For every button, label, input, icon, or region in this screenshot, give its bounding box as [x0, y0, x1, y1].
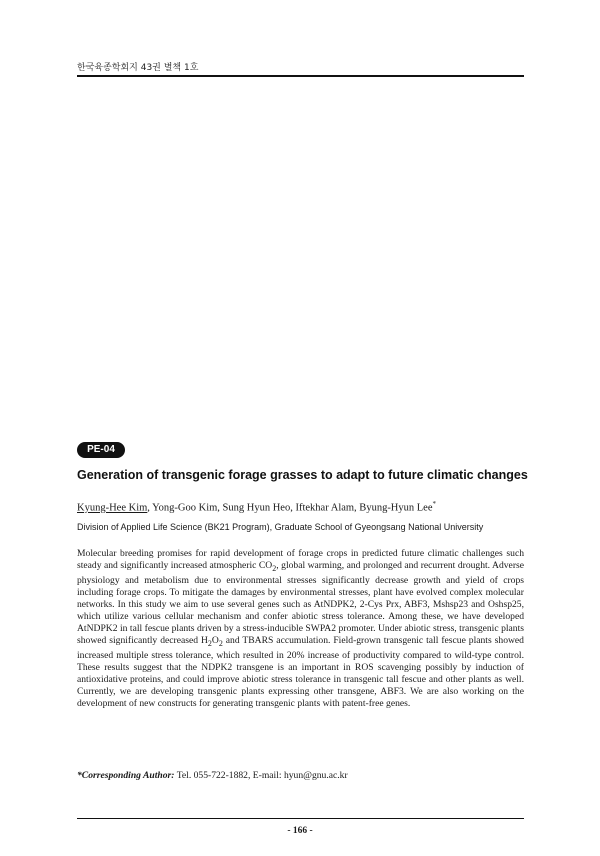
o2-subscript: 2: [218, 638, 223, 648]
abstract-part-2b: O: [211, 634, 219, 646]
page-number: - 166 -: [287, 826, 313, 836]
abstract-part-3: and TBARS accumulation. Field-grown transgenic tall fescue plants showed increased multiple stress tolerance, which resulted in 20% increase of productivity compared to wild-type control. These results suggest that the NDPK2 transgene is an important in ROS scavenging possibly by induction of antioxidative proteins, and could improve abiotic stress tolerance in transgenic tall fescue and other plants as well. Currently, we are developing transgenic plants expressing other transgene, ABF3. We are also working on the development of new constructs for generating transgenic plants with patent-free genes.: [77, 634, 524, 709]
author-list: [77, 500, 537, 514]
corresponding-contact: Tel. 055-722-1882, E-mail: hyun@gnu.ac.kr: [174, 770, 348, 781]
corresponding-label: *Corresponding Author:: [77, 770, 175, 781]
affiliation: Division of Applied Life Science (BK21 Program), Graduate School of Gyeongsang National University: [77, 522, 484, 532]
first-author: Kyung-Hee Kim: [77, 502, 148, 514]
abstract-part-1: Molecular breeding promises for rapid development of forage crops in predicted future climatic challenges such steady and significantly increased atmospheric CO: [77, 548, 524, 571]
co2-subscript: 2: [272, 563, 277, 573]
abstract-text: [77, 548, 524, 710]
h2-subscript: 2: [207, 638, 212, 648]
corresponding-mark: *: [432, 500, 437, 508]
abstract-part-2: , global warming, and prolonged and recurrent drought. Adverse physiology and metabolism due to environmental stresses significantly decrease growth and yield of crops including forage crops. To mitigate the damages by environmental stresses, plant have evolved complex molecular networks. In this study we aim to use several genes such as AtNDPK2, 2-Cys Prx, ABF3, Mshsp23 and Oshsp25, which utilize various cellular mechanism and confer abiotic stress tolerance. Among these, we have developed AtNDPK2 in tall fescue plants driven by a stress-inducible SWPA2 promoter. Under abiotic stress, transgenic plants showed significantly decreased H: [77, 560, 525, 646]
journal-header: 한국육종학회지 43권 별책 1호: [77, 63, 199, 73]
paper-title: Generation of transgenic forage grasses to adapt to future climatic changes: [77, 468, 528, 482]
session-badge: PE-04: [77, 442, 125, 458]
header-rule: [77, 75, 524, 77]
corresponding-author: [77, 770, 524, 781]
footer-rule: [77, 818, 524, 819]
other-authors: , Yong-Goo Kim, Sung Hyun Heo, Iftekhar Alam, Byung-Hyun Lee: [147, 502, 433, 514]
